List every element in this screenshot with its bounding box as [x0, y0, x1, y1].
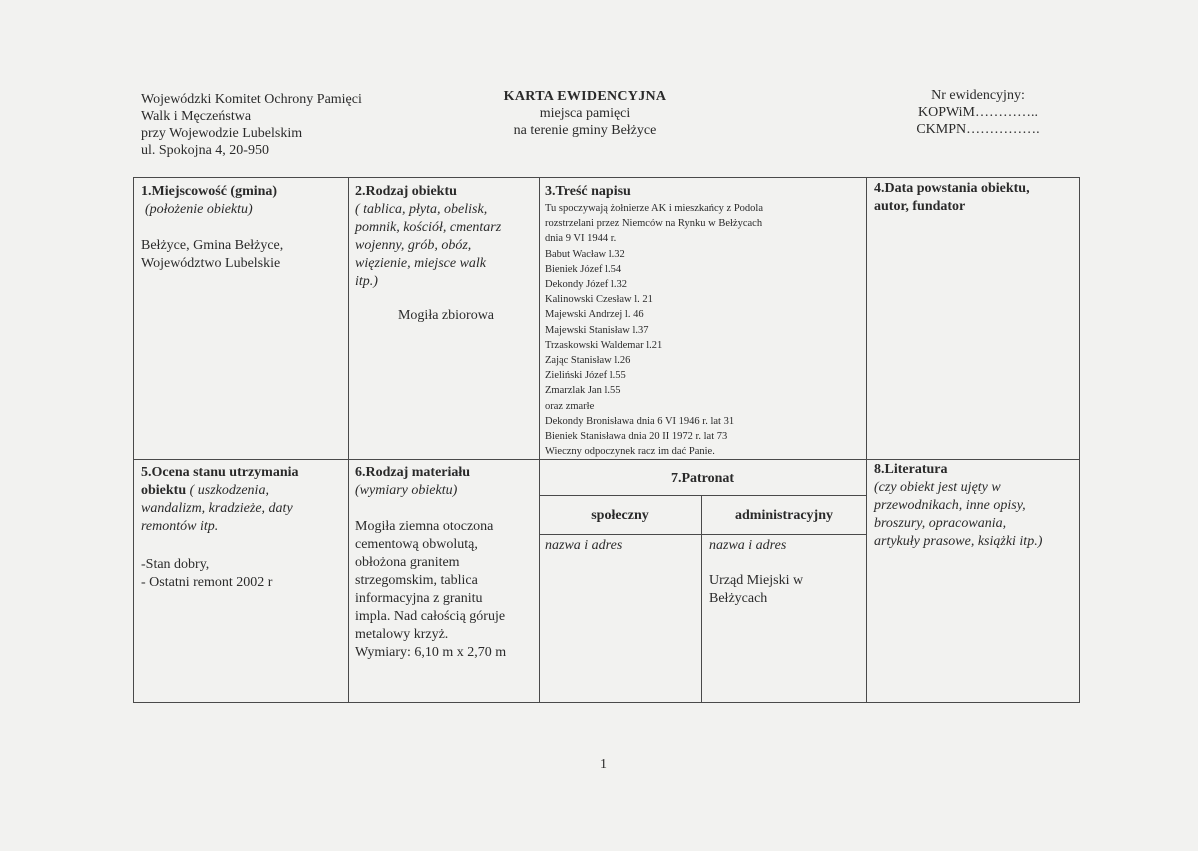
patronat-divider [539, 495, 866, 496]
patronage-social-hint: nazwa i adres [545, 538, 623, 553]
section-hint: więzienie, miejsce walk [355, 256, 487, 271]
issuer-line: ul. Spokojna 4, 20-950 [141, 143, 269, 158]
registry-kopwim: KOPWiM………….. [918, 105, 1038, 120]
inscription-line: rozstrzelani przez Niemców na Rynku w Bełżycach [545, 218, 763, 230]
column-divider [539, 177, 540, 703]
registry-number-block [888, 87, 1068, 138]
inscription-line: Wieczny odpoczynek racz im dać Panie. [545, 446, 715, 458]
column-divider [348, 177, 349, 703]
inscription-line: oraz zmarłe [545, 400, 595, 412]
table-border [133, 177, 1080, 178]
section-hint: wandalizm, kradzieże, daty [141, 501, 293, 516]
inscription-line: Majewski Stanisław l.37 [545, 324, 649, 336]
inscription-text [545, 201, 863, 459]
issuer-block [141, 91, 362, 159]
inscription-line: dnia 9 VI 1944 r. [545, 233, 617, 245]
inscription-line: Zając Stanisław l.26 [545, 355, 631, 367]
registry-ckmpn: CKMPN……………. [916, 122, 1040, 137]
patronage-social-header: społeczny [591, 508, 649, 523]
issuer-line: przy Wojewodzie Lubelskim [141, 126, 303, 141]
inscription-line: Babut Wacław l.32 [545, 248, 625, 260]
patronage-admin-cell [709, 537, 865, 608]
material-value: Wymiary: 6,10 m x 2,70 m [355, 645, 507, 660]
table-border [133, 177, 134, 703]
patronage-admin-header: administracyjny [735, 508, 833, 523]
inscription-line: Dekondy Bronisława dnia 6 VI 1946 r. lat 31 [545, 415, 735, 427]
record-table [133, 177, 1080, 703]
material-value: informacyjna z granitu [355, 591, 483, 606]
patronat-divider [539, 534, 866, 535]
object-type-value: Mogiła zbiorowa [397, 308, 495, 323]
inscription-line: Bieniek Stanisława dnia 20 II 1972 r. lat 73 [545, 431, 728, 443]
section-hint: broszury, opracowania, [874, 516, 1007, 531]
section-hint: ( tablica, płyta, obelisk, [355, 202, 488, 217]
section-hint: (wymiary obiektu) [355, 483, 458, 498]
patronage-admin-value: Bełżycach [709, 591, 768, 606]
section-title: 1.Miejscowość (gmina) [141, 184, 278, 199]
section-hint: remontów itp. [141, 519, 219, 534]
section-patronage-title: 7.Patronat [670, 471, 735, 486]
document-subtitle: miejsca pamięci [539, 106, 631, 121]
section-title: 3.Treść napisu [545, 184, 631, 199]
patronage-admin-hint: nazwa i adres [709, 538, 787, 553]
section-condition [141, 464, 346, 592]
section-location [141, 183, 346, 273]
page-number: 1 [600, 757, 607, 772]
section-title: autor, fundator [874, 199, 966, 214]
section-title: 2.Rodzaj obiektu [355, 184, 457, 199]
section-title: 5.Ocena stanu utrzymania [141, 465, 299, 480]
condition-value: -Stan dobry, [141, 557, 210, 572]
inscription-line: Tu spoczywają żołnierze AK i mieszkańcy z Podola [545, 203, 764, 214]
section-hint: (czy obiekt jest ujęty w [874, 480, 1001, 495]
section-hint: (położenie obiektu) [145, 202, 253, 217]
table-border [133, 702, 1080, 703]
section-literature [874, 461, 1078, 551]
document-title-block [468, 88, 702, 139]
patronat-divider [701, 495, 702, 703]
section-hint: wojenny, grób, obóz, [355, 238, 472, 253]
section-inscription [545, 183, 863, 459]
material-value: Mogiła ziemna otoczona [355, 519, 494, 534]
issuer-line: Walk i Męczeństwa [141, 109, 252, 124]
document-subtitle: na terenie gminy Bełżyce [513, 123, 657, 138]
section-title: 8.Literatura [874, 462, 948, 477]
patronage-admin-value: Urząd Miejski w [709, 573, 804, 588]
material-value: impla. Nad całością góruje [355, 609, 506, 624]
inscription-line: Trzaskowski Waldemar l.21 [545, 339, 663, 351]
inscription-line: Zmarzlak Jan l.55 [545, 385, 621, 397]
inscription-line: Kalinowski Czesław l. 21 [545, 294, 653, 306]
section-title: obiektu [141, 483, 187, 498]
registry-label: Nr ewidencyjny: [931, 88, 1025, 103]
section-title: 4.Data powstania obiektu, [874, 181, 1030, 196]
section-hint: itp.) [355, 274, 378, 289]
section-hint: artykuły prasowe, książki itp.) [874, 534, 1043, 549]
document-title: KARTA EWIDENCYJNA [503, 89, 667, 104]
section-date-author [874, 180, 1076, 216]
inscription-line: Dekondy Józef l.32 [545, 279, 627, 291]
issuer-line: Wojewódzki Komitet Ochrony Pamięci [141, 92, 362, 107]
section-object-type [355, 183, 537, 325]
column-divider [866, 177, 867, 703]
table-border [1079, 177, 1080, 703]
section-hint: ( uszkodzenia, [189, 483, 269, 498]
material-value: metalowy krzyż. [355, 627, 449, 642]
inscription-line: Majewski Andrzej l. 46 [545, 309, 644, 321]
condition-value: - Ostatni remont 2002 r [141, 575, 273, 590]
inscription-line: Zieliński Józef l.55 [545, 370, 626, 382]
material-value: strzegomskim, tablica [355, 573, 478, 588]
section-hint: przewodnikach, inne opisy, [874, 498, 1026, 513]
material-value: cementową obwolutą, [355, 537, 478, 552]
material-value: obłożona granitem [355, 555, 460, 570]
location-value: Województwo Lubelskie [141, 256, 281, 271]
inscription-line: Bieniek Józef l.54 [545, 263, 622, 275]
location-value: Bełżyce, Gmina Bełżyce, [141, 238, 284, 253]
section-title: 6.Rodzaj materiału [355, 465, 471, 480]
section-hint: pomnik, kościół, cmentarz [355, 220, 502, 235]
section-material [355, 464, 537, 662]
